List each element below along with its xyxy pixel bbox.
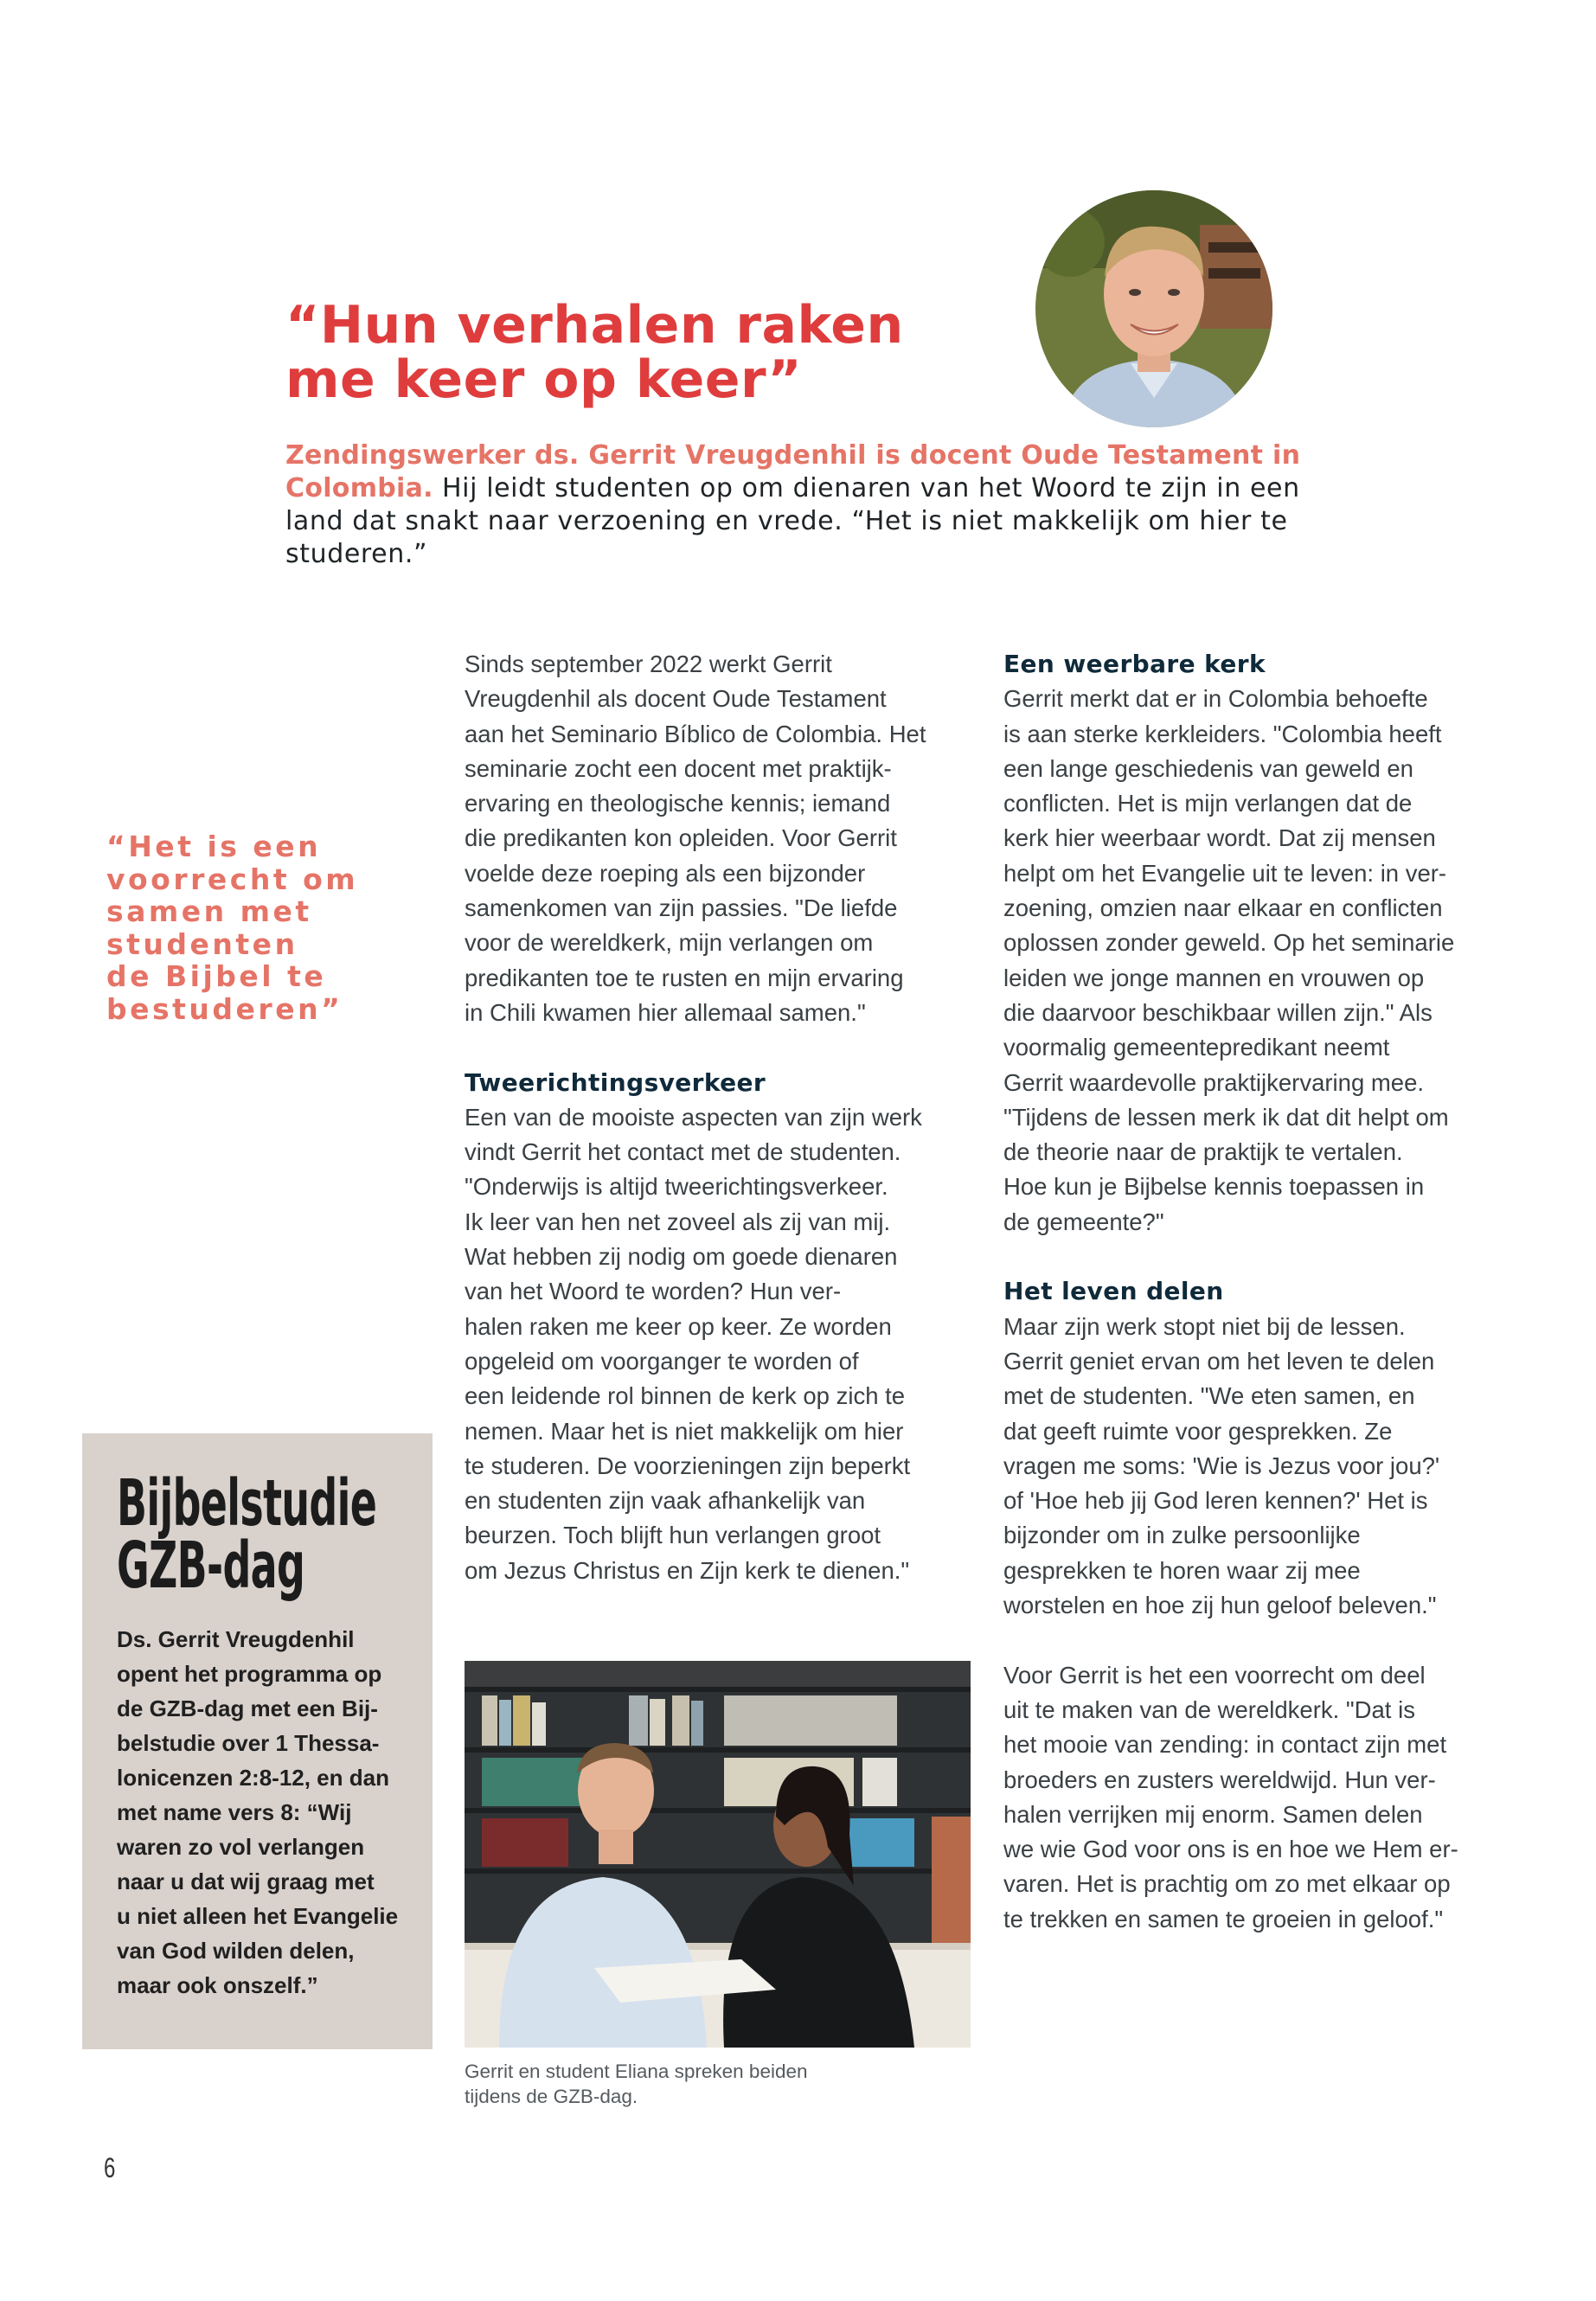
text-line: de theorie naar de praktijk te vertalen. <box>1003 1138 1403 1166</box>
text-line: bijzonder om in zulke persoonlijke <box>1003 1522 1361 1549</box>
text-line: halen verrijken mij enorm. Samen delen <box>1003 1800 1423 1828</box>
text-line: broeders en zusters wereldwijd. Hun ver- <box>1003 1766 1436 1793</box>
text-line: Voor Gerrit is het een voorrecht om deel <box>1003 1661 1426 1689</box>
sidebar-line: naar u dat wij graag met <box>117 1868 375 1894</box>
text-line: een leidende rol binnen de kerk op zich te <box>465 1382 906 1410</box>
text-line: Wat hebben zij nodig om goede dienaren <box>465 1243 898 1271</box>
text-line: die predikanten kon opleiden. Voor Gerrit <box>465 824 897 852</box>
sidebar-title <box>117 1466 377 1603</box>
text-line: te trekken en samen te groeien in geloof." <box>1003 1905 1444 1932</box>
pull-quote-line: voorrecht om <box>106 862 359 896</box>
text-line: leiden we jonge mannen en vrouwen op <box>1003 964 1425 991</box>
text-line: of 'Hoe heb jij God leren kennen?' Het is <box>1003 1487 1428 1515</box>
text-line: Maar zijn werk stopt niet bij de lessen. <box>1003 1312 1406 1340</box>
column-right <box>1003 647 1522 1937</box>
sidebar-line: van God wilden delen, <box>117 1938 355 1964</box>
text-line: varen. Het is prachtig om zo met elkaar op <box>1003 1870 1451 1898</box>
sidebar-line: opent het programma op <box>117 1661 382 1687</box>
sidebar-line: maar ook onszelf.” <box>117 1972 318 1998</box>
text-line: Sinds september 2022 werkt Gerrit <box>465 651 832 677</box>
middle-paragraph-1 <box>465 647 975 1030</box>
caption-line-1: Gerrit en student Eliana spreken beiden <box>465 2061 808 2082</box>
article-title-line-1: “Hun verhalen raken <box>285 295 904 356</box>
pull-quote-line: “Het is een <box>106 830 322 863</box>
text-line: opgeleid om voorganger te worden of <box>465 1347 859 1375</box>
sidebar-line: de GZB-dag met een Bij- <box>117 1695 378 1721</box>
text-line: worstelen en hoe zij hun geloof beleven." <box>1003 1592 1437 1619</box>
pull-quote-line: de Bijbel te <box>106 959 327 993</box>
text-line: gesprekken te horen waar zij mee <box>1003 1556 1361 1584</box>
text-line: conflicten. Het is mijn verlangen dat de <box>1003 790 1413 817</box>
text-line: om Jezus Christus en Zijn kerk te dienen." <box>465 1556 910 1584</box>
text-line: Gerrit geniet ervan om het leven te delen <box>1003 1347 1435 1375</box>
text-line: voormalig gemeentepredikant neemt <box>1003 1034 1390 1061</box>
text-line: die daarvoor beschikbaar willen zijn." Als <box>1003 998 1433 1026</box>
right-paragraph-2 <box>1003 1310 1522 1624</box>
pull-quote-line: bestuderen” <box>106 991 343 1026</box>
right-paragraph-1 <box>1003 682 1522 1240</box>
text-line: te studeren. De voorzieningen zijn beperkt <box>465 1452 911 1479</box>
text-line: Gerrit waardevolle praktijkervaring mee. <box>1003 1068 1425 1096</box>
text-line: Een van de mooiste aspecten van zijn werk <box>465 1103 922 1131</box>
author-portrait <box>1035 190 1272 427</box>
text-line: de gemeente?" <box>1003 1208 1164 1235</box>
text-line: seminarie zocht een docent met praktijk- <box>465 754 892 782</box>
text-line: in Chili kwamen hier allemaal samen." <box>465 998 866 1026</box>
sidebar-title-line-1: Bijbelstudie <box>117 1466 377 1541</box>
caption-line-2: tijdens de GZB-dag. <box>465 2086 638 2107</box>
text-line: voor de wereldkerk, mijn verlangen om <box>465 929 874 957</box>
middle-paragraph-2 <box>465 1100 975 1588</box>
text-line: voelde deze roeping als een bijzonder <box>465 859 866 887</box>
pull-quote <box>106 830 435 1025</box>
text-line: met de studenten. "We eten samen, en <box>1003 1382 1415 1410</box>
text-line: een lange geschiedenis van geweld en <box>1003 754 1413 782</box>
text-line: ervaring en theologische kennis; iemand <box>465 790 891 817</box>
sidebar-line: waren zo vol verlangen <box>117 1834 365 1860</box>
article-title <box>285 295 1029 410</box>
text-line: halen raken me keer op keer. Ze worden <box>465 1312 892 1340</box>
pull-quote-line: studenten <box>106 926 298 961</box>
section-heading-weerbare-kerk: Een weerbare kerk <box>1003 650 1266 678</box>
sidebar-line: met name vers 8: “Wij <box>117 1799 352 1825</box>
sidebar-title-line-2: GZB-dag <box>117 1529 305 1603</box>
text-line: van het Woord te worden? Hun ver- <box>465 1278 842 1305</box>
text-line: kerk hier weerbaar wordt. Dat zij mensen <box>1003 824 1436 852</box>
section-heading-leven-delen: Het leven delen <box>1003 1277 1224 1306</box>
section-heading-tweerichtingsverkeer: Tweerichtingsverkeer <box>465 1067 766 1097</box>
sidebar-line: Ds. Gerrit Vreugdenhil <box>117 1626 355 1652</box>
text-line: en studenten zijn vaak afhankelijk van <box>465 1487 866 1515</box>
text-line: beurzen. Toch blijft hun verlangen groot <box>465 1522 881 1549</box>
column-middle <box>465 647 975 1588</box>
sidebar-line: lonicenzen 2:8-12, en dan <box>117 1765 389 1791</box>
text-line: aan het Seminario Bíblico de Colombia. Het <box>465 720 926 747</box>
text-line: "Onderwijs is altijd tweerichtingsverkeer. <box>465 1173 888 1201</box>
pull-quote-line: samen met <box>106 894 312 928</box>
text-line: uit te maken van de wereldkerk. "Dat is <box>1003 1695 1415 1723</box>
page-number: 6 <box>104 2152 116 2183</box>
right-paragraph-3 <box>1003 1658 1522 1937</box>
bible-study-sidebar <box>82 1433 433 2049</box>
text-line: Hoe kun je Bijbelse kennis toepassen in <box>1003 1173 1425 1201</box>
text-line: vragen me soms: 'Wie is Jezus voor jou?' <box>1003 1452 1440 1479</box>
text-line: nemen. Maar het is niet makkelijk om hier <box>465 1417 904 1445</box>
text-line: het mooie van zending: in contact zijn met <box>1003 1731 1447 1759</box>
text-line: predikanten toe te rusten en mijn ervaring <box>465 964 904 991</box>
article-title-line-2: me keer op keer” <box>285 349 803 410</box>
sidebar-line: u niet alleen het Evangelie <box>117 1903 399 1929</box>
intro-lead: Zendingswerker ds. Gerrit Vreugdenhil is docent Oude Testament in Colombia. <box>285 440 1301 503</box>
intro-rest: Hij leidt studenten op om dienaren van het Woord te zijn in een land dat snakt naar verzoening en vrede. “Het is niet makkelijk om hier te studeren.” <box>285 473 1300 569</box>
text-line: dat geeft ruimte voor gesprekken. Ze <box>1003 1417 1393 1445</box>
text-line: is aan sterke kerkleiders. "Colombia heeft <box>1003 720 1442 747</box>
text-line: helpt om het Evangelie uit te leven: in ver- <box>1003 859 1447 887</box>
text-line: oplossen zonder geweld. Op het seminarie <box>1003 929 1455 957</box>
text-line: Ik leer van hen net zoveel als zij van mij. <box>465 1208 891 1235</box>
text-line: we wie God voor ons is en hoe we Hem er- <box>1003 1836 1458 1863</box>
text-line: Vreugdenhil als docent Oude Testament <box>465 685 887 713</box>
photo-caption <box>465 2059 984 2109</box>
sidebar-body <box>117 1622 428 2003</box>
sidebar-line: belstudie over 1 Thessa- <box>117 1730 380 1756</box>
text-line: zoening, omzien naar elkaar en conflicten <box>1003 894 1443 922</box>
text-line: samenkomen van zijn passies. "De liefde <box>465 894 898 922</box>
text-line: "Tijdens de lessen merk ik dat dit helpt om <box>1003 1103 1449 1131</box>
article-intro <box>285 439 1306 571</box>
library-photo <box>465 1661 971 2048</box>
text-line: Gerrit merkt dat er in Colombia behoefte <box>1003 685 1428 713</box>
text-line: vindt Gerrit het contact met de studenten. <box>465 1138 901 1166</box>
